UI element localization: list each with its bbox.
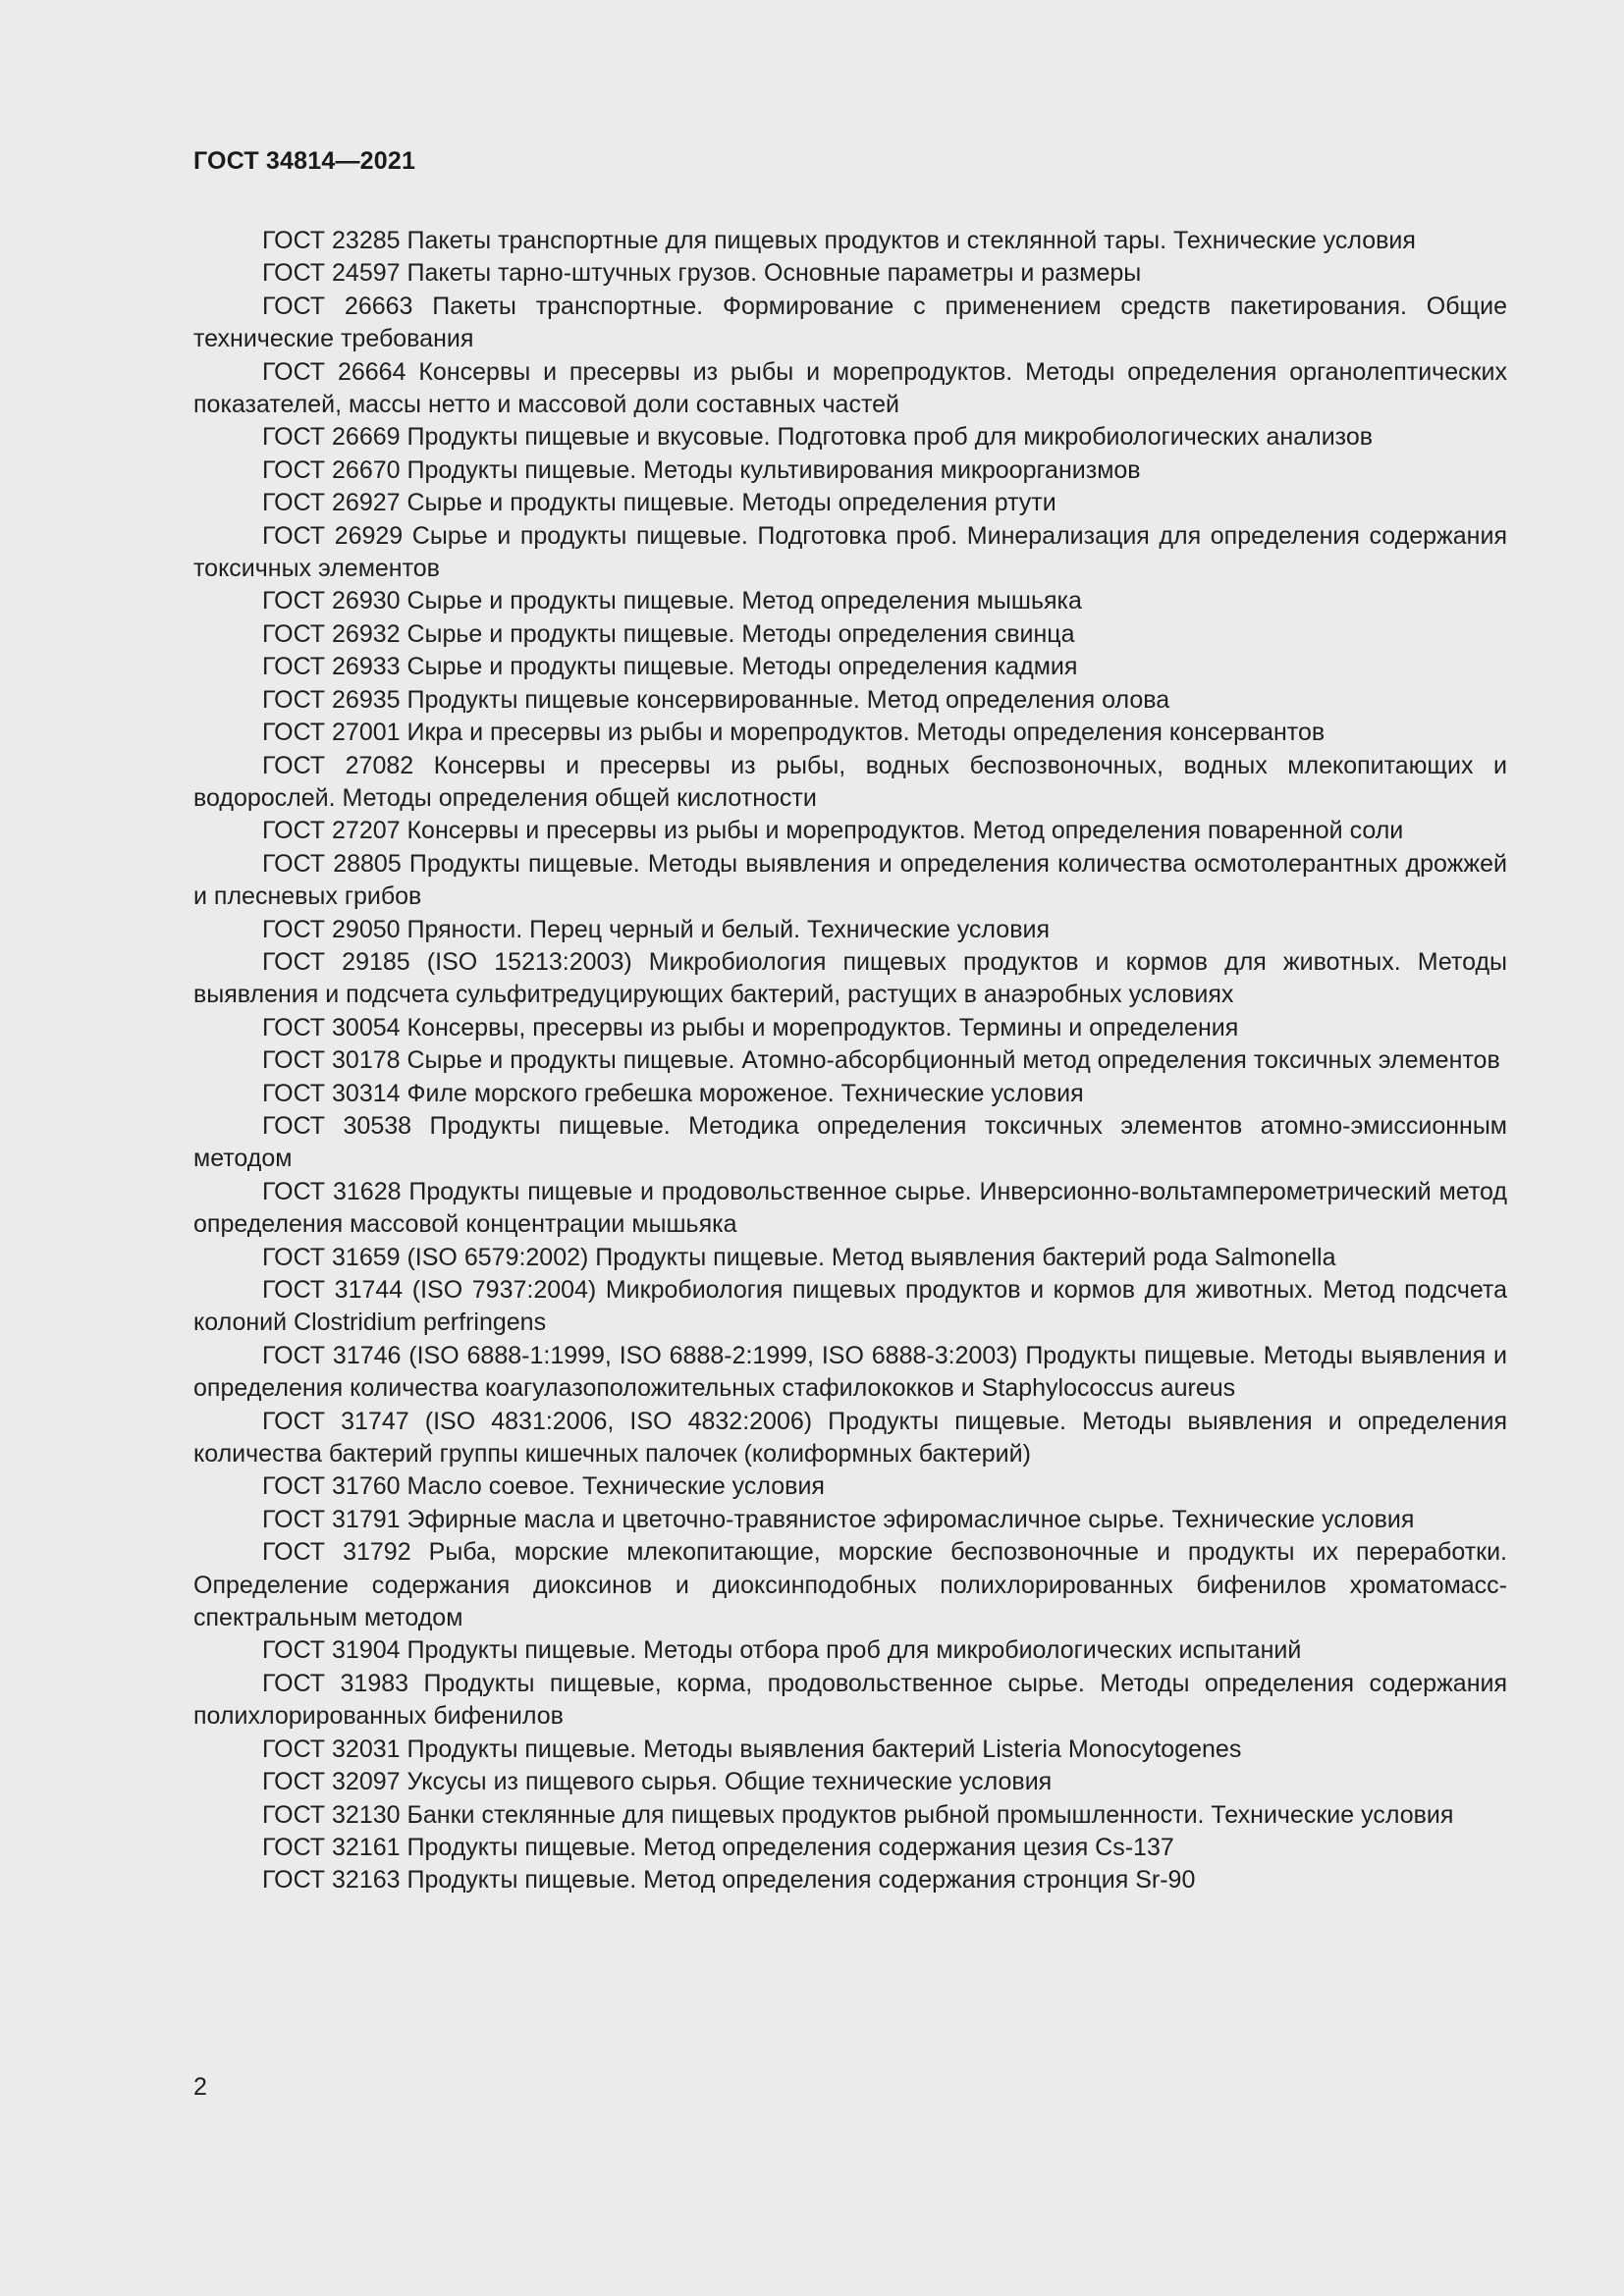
- reference-item: ГОСТ 27082 Консервы и пресервы из рыбы, водных беспозвоночных, водных млекопитающих и водорослей. Методы определения общей кислотности: [193, 751, 1507, 812]
- reference-item: ГОСТ 26933 Сырье и продукты пищевые. Методы определения кадмия: [262, 653, 1078, 681]
- reference-item: ГОСТ 26927 Сырье и продукты пищевые. Методы определения ртути: [262, 489, 1056, 517]
- reference-item: ГОСТ 30538 Продукты пищевые. Методика определения токсичных элементов атомно-эмиссионным методом: [193, 1111, 1507, 1173]
- reference-item: ГОСТ 26935 Продукты пищевые консервированные. Метод определения олова: [262, 685, 1170, 714]
- reference-item: ГОСТ 31744 (ISO 7937:2004) Микробиология пищевых продуктов и кормов для животных. Метод подсчета колоний Clostridium perfringens: [193, 1276, 1507, 1337]
- reference-item: ГОСТ 32130 Банки стеклянные для пищевых продуктов рыбной промышленности. Технические условия: [262, 1800, 1454, 1829]
- reference-item: ГОСТ 30314 Филе морского гребешка мороженое. Технические условия: [262, 1079, 1084, 1107]
- reference-item: ГОСТ 31747 (ISO 4831:2006, ISO 4832:2006) Продукты пищевые. Методы выявления и определения количества бактерий группы кишечных палочек (колиформных бактерий): [193, 1407, 1507, 1468]
- normative-references-list: [193, 225, 1507, 1897]
- reference-item: ГОСТ 29185 (ISO 15213:2003) Микробиология пищевых продуктов и кормов для животных. Методы выявления и подсчета сульфитредуцирующих бактерий, растущих в анаэробных условиях: [193, 947, 1507, 1009]
- reference-item: ГОСТ 29050 Пряности. Перец черный и белый. Технические условия: [262, 915, 1050, 943]
- reference-item: ГОСТ 32163 Продукты пищевые. Метод определения содержания стронция Sr-90: [262, 1866, 1196, 1895]
- reference-item: ГОСТ 30178 Сырье и продукты пищевые. Атомно-абсорбционный метод определения токсичных элементов: [262, 1046, 1500, 1075]
- reference-item: ГОСТ 23285 Пакеты транспортные для пищевых продуктов и стеклянной тары. Технические условия: [262, 227, 1416, 254]
- page-number: 2: [193, 2073, 207, 2101]
- reference-item: ГОСТ 31659 (ISO 6579:2002) Продукты пищевые. Метод выявления бактерий рода Salmonella: [262, 1243, 1336, 1271]
- reference-item: ГОСТ 31792 Рыба, морские млекопитающие, морские беспозвоночные и продукты их переработки. Определение содержания диоксинов и диоксинподобных полихлорированных бифенилов хроматомасс-спектральным методом: [193, 1538, 1507, 1632]
- reference-item: ГОСТ 28805 Продукты пищевые. Методы выявления и определения количества осмотолерантных дрожжей и плесневых грибов: [193, 849, 1507, 911]
- reference-item: ГОСТ 31791 Эфирные масла и цветочно-травянистое эфиромасличное сырье. Технические условия: [262, 1505, 1415, 1533]
- reference-item: ГОСТ 31746 (ISO 6888-1:1999, ISO 6888-2:1999, ISO 6888-3:2003) Продукты пищевые. Методы выявления и определения количества коагулазоположительных стафилококков и Staphylococcus aureus: [193, 1341, 1507, 1403]
- reference-item: ГОСТ 26663 Пакеты транспортные. Формирование с применением средств пакетирования. Общие технические требования: [193, 292, 1507, 353]
- reference-item: ГОСТ 32097 Уксусы из пищевого сырья. Общие технические условия: [262, 1768, 1053, 1796]
- reference-item: ГОСТ 26932 Сырье и продукты пищевые. Методы определения свинца: [262, 619, 1075, 648]
- reference-item: ГОСТ 26669 Продукты пищевые и вкусовые. Подготовка проб для микробиологических анализов: [262, 423, 1374, 452]
- reference-item: ГОСТ 32161 Продукты пищевые. Метод определения содержания цезия Cs-137: [262, 1833, 1174, 1861]
- reference-item: ГОСТ 26664 Консервы и пресервы из рыбы и морепродуктов. Методы определения органолептических показателей, массы нетто и массовой доли составных частей: [193, 357, 1507, 419]
- reference-item: ГОСТ 27001 Икра и пресервы из рыбы и морепродуктов. Методы определения консервантов: [262, 719, 1326, 747]
- reference-item: ГОСТ 31760 Масло соевое. Технические условия: [262, 1472, 825, 1501]
- reference-item: ГОСТ 31904 Продукты пищевые. Методы отбора проб для микробиологических испытаний: [262, 1636, 1302, 1665]
- reference-item: ГОСТ 32031 Продукты пищевые. Методы выявления бактерий Listeria Monocytogenes: [262, 1735, 1242, 1763]
- reference-item: ГОСТ 30054 Консервы, пресервы из рыбы и морепродуктов. Термины и определения: [262, 1013, 1239, 1041]
- reference-item: ГОСТ 31983 Продукты пищевые, корма, продовольственное сырье. Методы определения содержания полихлорированных бифенилов: [193, 1669, 1507, 1731]
- reference-item: ГОСТ 31628 Продукты пищевые и продовольственное сырье. Инверсионно-вольтамперометрический метод определения массовой концентрации мышьяка: [193, 1177, 1507, 1239]
- document-header: ГОСТ 34814—2021: [193, 147, 416, 175]
- reference-item: ГОСТ 26930 Сырье и продукты пищевые. Метод определения мышьяка: [262, 587, 1082, 615]
- reference-item: ГОСТ 26929 Сырье и продукты пищевые. Подготовка проб. Минерализация для определения содержания токсичных элементов: [193, 521, 1507, 583]
- reference-item: ГОСТ 24597 Пакеты тарно-штучных грузов. Основные параметры и размеры: [262, 259, 1142, 288]
- reference-item: ГОСТ 26670 Продукты пищевые. Методы культивирования микроорганизмов: [262, 455, 1141, 484]
- reference-item: ГОСТ 27207 Консервы и пресервы из рыбы и морепродуктов. Метод определения поваренной соли: [262, 817, 1404, 845]
